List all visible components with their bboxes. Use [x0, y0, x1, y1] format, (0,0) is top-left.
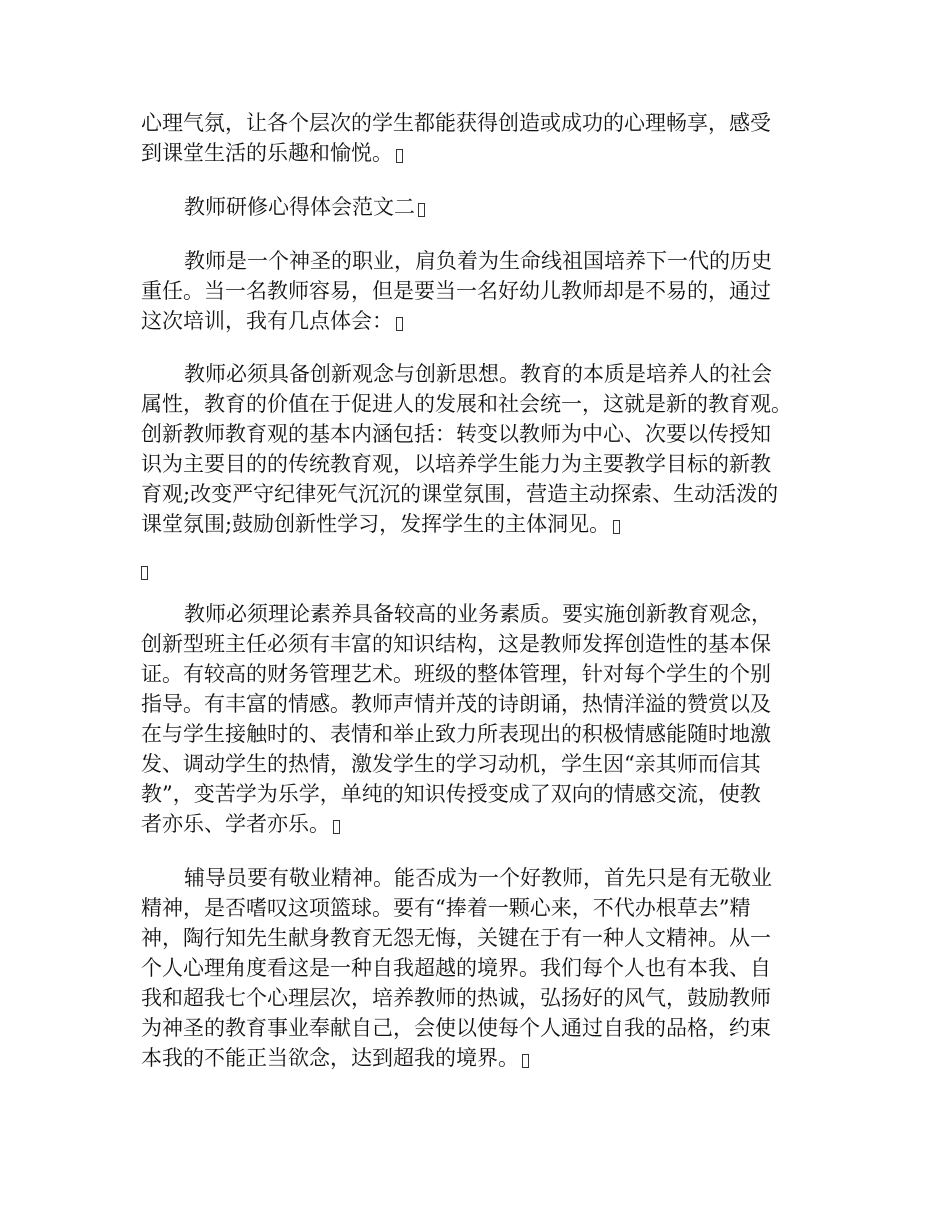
- text-line: 这次培训，我有几点体会：: [141, 306, 831, 336]
- text-line: 重任。当一名教师容易，但是要当一名好幼儿教师却是不易的，通过: [141, 279, 771, 303]
- text-line: 课堂氛围;鼓励创新性学习，发挥学生的主体洞见。: [141, 509, 831, 539]
- text-line: 教师必须理论素养具备较高的业务素质。要实施创新教育观念，: [184, 602, 772, 626]
- text-line: 教”，变苦学为乐学，单纯的知识传授变成了双向的情感交流，使教: [141, 782, 761, 806]
- text-line: 创新型班主任必须有丰富的知识结构，这是教师发挥创造性的基本保: [141, 632, 771, 656]
- text-line: 教师研修心得体会范文二: [141, 192, 831, 222]
- paragraph-mark-icon: [333, 820, 340, 834]
- paragraph-3: [141, 246, 831, 336]
- paragraph-1: [141, 108, 831, 168]
- text-line: 在与学生接触时的、表情和举止致力所表现出的积极情感能随时地激: [141, 722, 771, 746]
- paragraph-4: [141, 359, 831, 539]
- paragraph-6: [141, 599, 831, 839]
- text-line: 辅导员要有敬业精神。能否成为一个好教师，首先只是有无敬业: [184, 866, 772, 890]
- empty-paragraph: [141, 555, 831, 585]
- text-line: 教师必须具备创新观念与创新思想。教育的本质是培养人的社会: [184, 362, 772, 386]
- text-line: [141, 555, 831, 585]
- document-body: [141, 108, 831, 1073]
- text-line: 识为主要目的的传统教育观，以培养学生能力为主要教学目标的新教: [141, 452, 771, 476]
- paragraph-mark-icon: [613, 520, 620, 534]
- paragraph-mark-icon: [396, 317, 403, 331]
- text-line: 指导。有丰富的情感。教师声情并茂的诗朗诵，热情洋溢的赞赏以及: [141, 692, 771, 716]
- text-line: 到课堂生活的乐趣和愉悦。: [141, 138, 831, 168]
- text-line: 证。有较高的财务管理艺术。班级的整体管理，针对每个学生的个别: [141, 662, 771, 686]
- paragraph-mark-icon: [396, 149, 403, 163]
- text-line: 我和超我七个心理层次，培养教师的热诚，弘扬好的风气，鼓励教师: [141, 986, 771, 1010]
- text-line: 心理气氛，让各个层次的学生都能获得创造或成功的心理畅享，感受: [141, 111, 771, 135]
- text-line: 者亦乐、学者亦乐。: [141, 809, 831, 839]
- paragraph-mark-icon: [522, 1054, 529, 1068]
- text-line: 个人心理角度看这是一种自我超越的境界。我们每个人也有本我、自: [141, 956, 771, 980]
- text-line: 创新教师教育观的基本内涵包括：转变以教师为中心、次要以传授知: [141, 422, 771, 446]
- paragraph-mark-icon: [418, 203, 425, 217]
- text-line: 精神，是否嗜叹这项篮球。要有“捧着一颗心来，不代办根草去”精: [141, 896, 751, 920]
- section-heading: [141, 192, 831, 222]
- text-line: 神，陶行知先生献身教育无怨无悔，关键在于有一种人文精神。从一: [141, 926, 771, 950]
- text-line: 教师是一个神圣的职业，肩负着为生命线祖国培养下一代的历史: [184, 249, 772, 273]
- text-line: 发、调动学生的热情，激发学生的学习动机，学生因“亲其师而信其: [141, 752, 761, 776]
- text-line: 属性，教育的价值在于促进人的发展和社会统一，这就是新的教育观。: [141, 392, 792, 416]
- text-line: 为神圣的教育事业奉献自己，会使以使每个人通过自我的品格，约束: [141, 1016, 771, 1040]
- paragraph-7: [141, 863, 831, 1073]
- text-line: 本我的不能正当欲念，达到超我的境界。: [141, 1043, 831, 1073]
- paragraph-mark-icon: [141, 566, 148, 580]
- text-line: 育观;改变严守纪律死气沉沉的课堂氛围，营造主动探索、生动活泼的: [141, 482, 779, 506]
